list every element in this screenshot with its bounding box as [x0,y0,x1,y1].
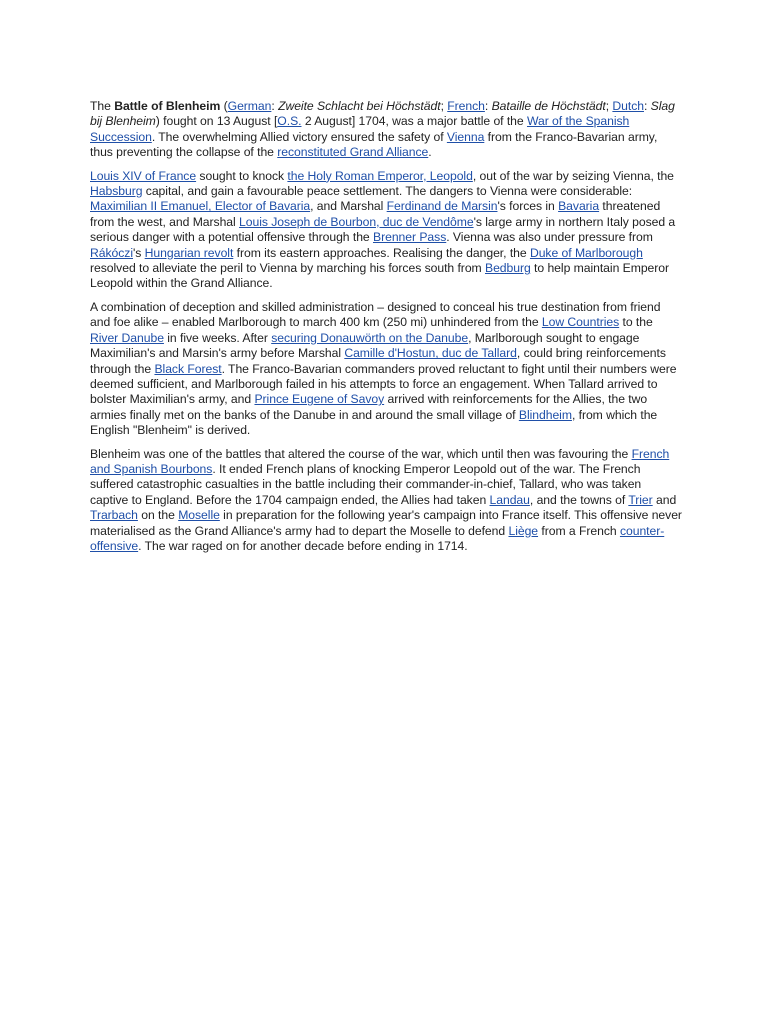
body-text: 's large army in northern Italy posed a serious danger with a potential offensive through the [90,214,676,245]
link-black-forest[interactable]: Black Forest [154,361,222,376]
body-text: to the [619,315,653,330]
link-brenner-pass[interactable]: Brenner Pass [373,230,447,245]
body-text: . [428,145,432,160]
link-ferdinand-de-marsin[interactable]: Ferdinand de Marsin [386,199,498,214]
foreign-name: Bataille de Höchstädt [491,99,606,113]
article-body [90,99,682,562]
link-louis-joseph-de-bourbon-duc-de-vendome[interactable]: Louis Joseph de Bourbon, duc de Vendôme [239,214,474,229]
body-text: . The Franco-Bavarian commanders proved reluctant to fight until their numbers were deemed sufficient, and Marlborough failed in his attempts to force an engagement. When Tallard arrived to bolster Maximilian's army, and [90,361,677,407]
body-text: : [484,99,492,113]
body-text: from the Franco-Bavarian army, thus preventing the collapse of the [90,129,658,160]
link-trier[interactable]: Trier [628,492,653,507]
body-text: : [271,99,279,113]
body-text: resolved to alleviate the peril to Vienna by marching his forces south from [90,261,485,276]
link-o-s[interactable]: O.S. [277,114,302,129]
link-bavaria[interactable]: Bavaria [558,199,600,214]
body-text: Blenheim was one of the battles that altered the course of the war, which until then was favouring the [90,446,632,461]
body-text: in five weeks. After [163,330,272,345]
body-text: , out of the war by seizing Vienna, the [472,168,674,183]
link-trarbach[interactable]: Trarbach [90,508,138,523]
body-text: ( [220,99,228,113]
article-title-term: Battle of Blenheim [114,99,221,113]
link-war-of-the-spanish-succession[interactable]: War of the Spanish Succession [90,114,630,144]
body-text: to help maintain Emperor Leopold within the Grand Alliance. [90,261,670,291]
body-text: sought to knock [196,168,288,183]
link-the-holy-roman-emperor-leopold[interactable]: the Holy Roman Emperor, Leopold [287,168,473,183]
body-text: , and Marshal [310,199,387,214]
link-french-and-spanish-bourbons[interactable]: French and Spanish Bourbons [90,446,670,476]
body-text: , could bring reinforcements through the [90,346,666,376]
link-river-danube[interactable]: River Danube [90,330,164,345]
paragraph-intro [90,99,682,161]
body-text: A combination of deception and skilled administration – designed to conceal his true destination from friend and foe alike – enabled Marlborough to march 400 km (250 mi) unhindered from the [90,299,661,330]
body-text: : [643,99,651,113]
link-counter-offensive[interactable]: counter-offensive [90,523,665,553]
link-louis-xiv-of-france[interactable]: Louis XIV of France [90,168,197,183]
link-securing-donauworth-on-the-danube[interactable]: securing Donauwörth on the Danube [271,330,469,345]
link-camille-d-hostun-duc-de-tallard[interactable]: Camille d'Hostun, duc de Tallard [344,346,517,361]
body-text: ; [605,99,613,113]
body-text: 's [133,245,145,260]
body-text: ; [440,99,448,113]
body-text: The [90,99,115,113]
foreign-name: Slag bij Blenheim [90,99,675,129]
body-text: . The overwhelming Allied victory ensured the safety of [151,129,447,144]
link-habsburg[interactable]: Habsburg [90,184,143,199]
link-dutch[interactable]: Dutch [612,99,644,113]
body-text: and [652,492,677,507]
link-low-countries[interactable]: Low Countries [541,315,620,330]
body-text: from its eastern approaches. Realising the danger, the [233,245,530,260]
body-text: 's forces in [497,199,559,214]
link-blindheim[interactable]: Blindheim [518,407,572,422]
link-landau[interactable]: Landau [489,492,530,507]
paragraph-aftermath [90,447,682,555]
body-text: , from which the English "Blenheim" is derived. [90,407,658,438]
body-text: . It ended French plans of knocking Emperor Leopold out of the war. The French suffered catastrophic casualties in the battle including their commander-in-chief, Tallard, who was taken captive to England. Before the 1704 campaign ended, the Allies had taken [90,461,642,507]
body-text: , and the towns of [529,492,629,507]
link-duke-of-marlborough[interactable]: Duke of Marlborough [529,245,643,260]
body-text: . Vienna was also under pressure from [446,230,653,245]
link-vienna[interactable]: Vienna [446,129,485,144]
link-reconstituted-grand-alliance[interactable]: reconstituted Grand Alliance [277,145,429,160]
link-rakoczi[interactable]: Rákóczi [90,245,133,260]
link-hungarian-revolt[interactable]: Hungarian revolt [144,245,234,260]
body-text: threatened from the west, and Marshal [90,199,661,229]
body-text: capital, and gain a favourable peace settlement. The dangers to Vienna were considerable: [142,184,633,199]
body-text: , Marlborough sought to engage Maximilian's and Marsin's army before Marshal [90,330,640,361]
foreign-name: Zweite Schlacht bei Höchstädt [278,99,441,113]
link-moselle[interactable]: Moselle [178,508,220,523]
link-french[interactable]: French [447,99,485,113]
link-prince-eugene-of-savoy[interactable]: Prince Eugene of Savoy [254,392,385,407]
body-text: ) fought on 13 August [ [155,114,278,129]
body-text: 2 August] 1704, was a major battle of the [301,114,527,129]
body-text: . The war raged on for another decade before ending in 1714. [138,538,468,553]
link-maximilian-ii-emanuel-elector-of-bavaria[interactable]: Maximilian II Emanuel, Elector of Bavaria [90,199,311,214]
link-german[interactable]: German [227,99,272,113]
body-text: on the [137,508,179,523]
link-liege[interactable]: Liège [508,523,539,538]
body-text: from a French [538,523,620,538]
body-text: in preparation for the following year's campaign into France itself. This offensive never materialised as the Grand Alliance's army had to depart the Moselle to defend [90,508,682,538]
body-text: arrived with reinforcements for the Allies, the two armies finally met on the banks of the Danube in and around the small village of [90,392,648,422]
paragraph-campaign [90,300,682,439]
paragraph-background [90,169,682,292]
link-bedburg[interactable]: Bedburg [484,261,531,276]
